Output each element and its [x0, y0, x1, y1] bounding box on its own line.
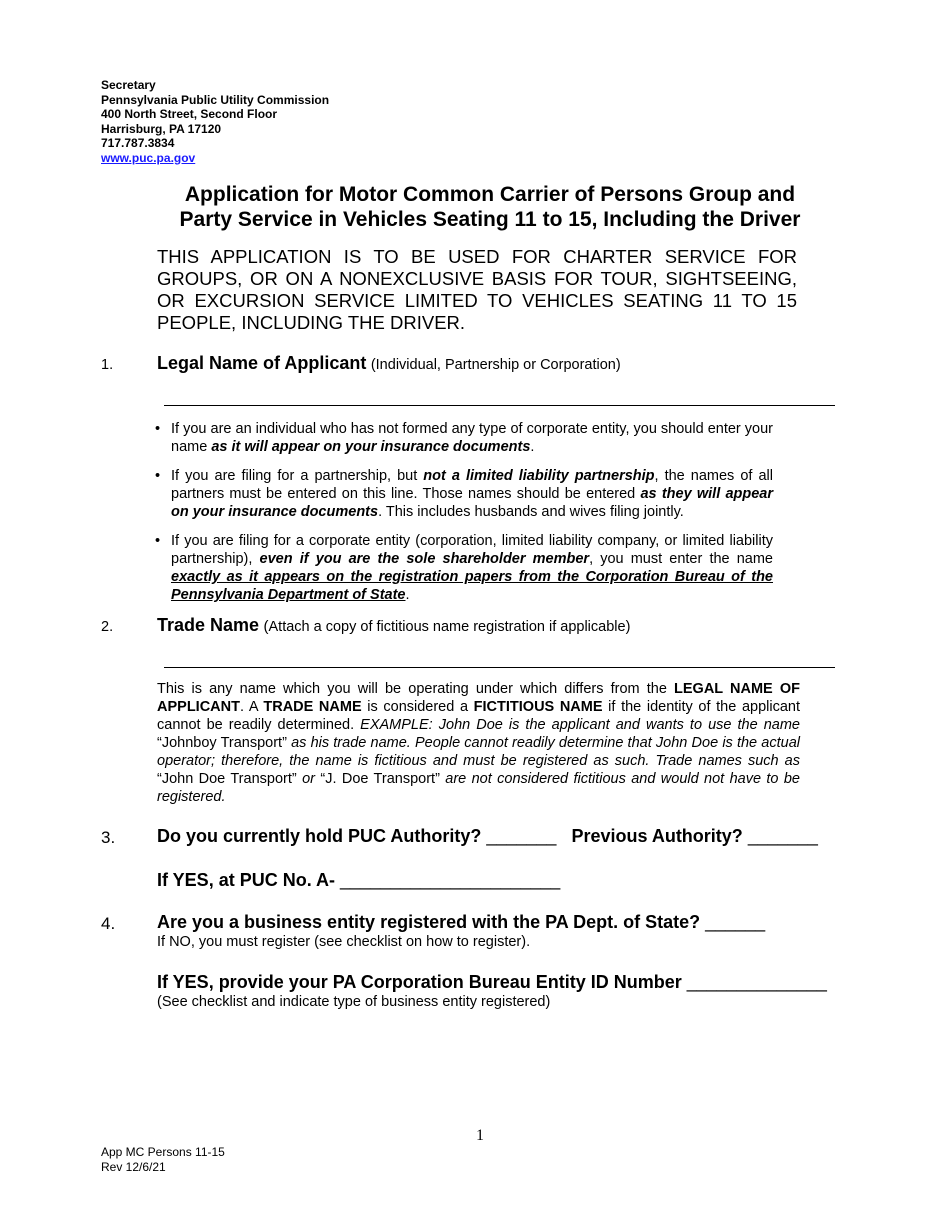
instruction-individual: • If you are an individual who has not formed any type of corporate entity, you should enter your name as it will appear on your insurance documents. — [155, 421, 773, 455]
city-state-zip: Harrisburg, PA 17120 — [101, 121, 222, 136]
q2-note: Attach a copy of fictitious name registration if applicable) — [268, 619, 631, 635]
q3-line — [157, 826, 818, 847]
q2-label: Trade Name — [157, 615, 260, 635]
q4-line — [157, 912, 765, 933]
form-id: App MC Persons 11-15 — [101, 1145, 225, 1159]
q4-number: 4. — [101, 914, 116, 933]
q4-note: If NO, you must register (see checklist on how to register). — [157, 934, 531, 950]
puc-number-blank[interactable]: ______________________ — [340, 870, 561, 890]
instruction-partnership: • If you are filing for a partnership, but not a limited liability partnership, the names of all partners must be entered on this line. Those names should be entered as they will appear on your insurance documents. This includes husbands and wives filing jointly. — [155, 468, 773, 520]
intro-paragraph: THIS APPLICATION IS TO BE USED FOR CHARTER SERVICE FOR GROUPS, OR ON A NONEXCLUSIVE BASIS FOR TOUR, SIGHTSEEING, OR EXCURSION SERVICE LIMITED TO VEHICLES SEATING 11 TO 15 PEOPLE, INCLUDING THE DRIVER. — [157, 246, 797, 333]
q2-number: 2. — [101, 619, 114, 635]
entity-id-blank[interactable]: ______________ — [686, 972, 827, 992]
street-address: 400 North Street, Second Floor — [101, 107, 278, 121]
form-footer — [101, 1145, 225, 1174]
q1-label: Legal Name of Applicant — [157, 353, 367, 373]
q3-label: Do you currently hold PUC Authority? — [157, 826, 482, 846]
agency-name: Pennsylvania Public Utility Commission — [101, 92, 330, 107]
q4-sub-line — [157, 972, 827, 993]
website-link[interactable]: www.puc.pa.gov — [101, 150, 196, 165]
document-title — [130, 182, 850, 232]
trade-name-field[interactable] — [164, 667, 835, 668]
q1-instructions — [155, 420, 773, 604]
q1-note: (Individual, Partnership or Corporation) — [370, 357, 621, 373]
revision-date: Rev 12/6/21 — [101, 1159, 166, 1174]
page-number: 1 — [476, 1127, 484, 1144]
q2-heading: Trade Name (Attach a copy of fictitious name registration if applicable) — [157, 615, 631, 635]
phone-number: 717.787.3834 — [101, 136, 175, 150]
legal-name-field[interactable] — [164, 405, 835, 406]
business-entity-blank[interactable]: ______ — [705, 912, 766, 932]
title-line-2: Party Service in Vehicles Seating 11 to 15, Including the Driver — [179, 208, 801, 231]
puc-authority-blank[interactable]: _______ — [486, 826, 557, 846]
q4-sub-note: (See checklist and indicate type of business entity registered) — [157, 994, 551, 1010]
letterhead-address — [101, 78, 329, 165]
previous-authority-blank[interactable]: _______ — [747, 826, 818, 846]
trade-name-explanation: This is any name which you will be operating under which differs from the LEGAL NAME OF APPLICANT. A TRADE NAME is considered a FICTITIOUS NAME if the identity of the applicant cannot be readily determined. EXAMPLE: John Doe is the applicant and wants to use the name “Johnboy Transport” as his trade name. People cannot readily determine that John Doe is the actual operator; therefore, the name is fictitious and must be registered as such. Trade names such as “John Doe Transport” or “J. Doe Transport” are not considered fictitious and would not have to be registered. — [157, 681, 800, 805]
q1-heading — [157, 353, 621, 374]
entity-id-label: If YES, provide your PA Corporation Bureau Entity ID Number — [157, 972, 682, 992]
q4-label: Are you a business entity registered with the PA Dept. of State? — [157, 912, 701, 932]
q1-number: 1. — [101, 357, 114, 373]
puc-number-label: If YES, at PUC No. A- — [157, 870, 336, 890]
q3-number: 3. — [101, 828, 116, 847]
instruction-corporation: • If you are filing for a corporate entity (corporation, limited liability company, or limited liability partnership), even if you are the sole shareholder member, you must enter the name exactly as it appears on the registration papers from the Corporation Bureau of the Pennsylvania Department of State. — [155, 533, 773, 603]
recipient-title: Secretary — [101, 78, 156, 92]
q3-sub-line — [157, 870, 560, 891]
title-line-1: Application for Motor Common Carrier of Persons Group and — [184, 183, 796, 206]
previous-authority-label: Previous Authority? — [571, 826, 743, 846]
